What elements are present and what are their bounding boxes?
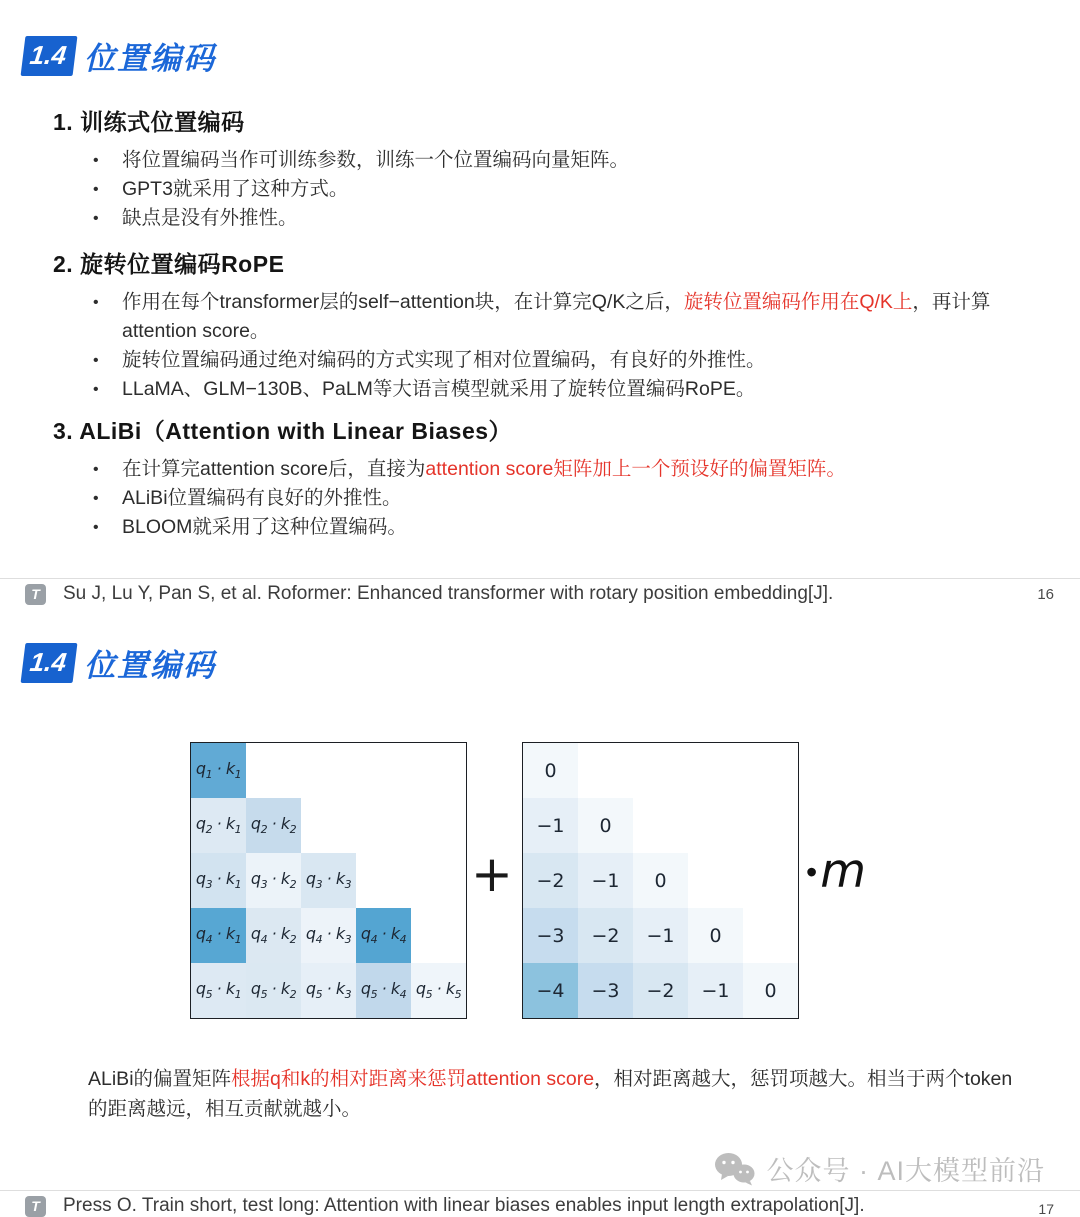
qk-cell [411,853,466,908]
citation-text: Su J, Lu Y, Pan S, et al. Roformer: Enhanced transformer with rotary position embedding[J]. [63,583,834,604]
bullet-marker: • [93,352,99,369]
bullet-list [53,288,1005,404]
section-number-badge: 1.4 [21,643,78,683]
bias-cell [633,908,688,963]
bias-cell-value: −3 [591,979,620,1002]
bullet-item [53,146,1005,175]
bullet-marker: • [93,381,99,398]
qk-cell [246,908,301,963]
bias-cell [578,853,633,908]
section-rope [53,246,1005,404]
bias-cell [688,743,743,798]
bias-cell-value: −3 [536,924,565,947]
qk-cell [191,853,246,908]
qk-cell-label: $q_1 \cdot k_1$ [195,759,242,782]
bullet-text: 缺点是没有外推性。 [122,207,298,229]
footer-divider [0,1190,1080,1191]
qk-cell [301,853,356,908]
bias-cell-value: −2 [591,924,620,947]
bullet-item [53,175,1005,204]
bias-cell [523,743,578,798]
section-heading: 1. 训练式位置编码 [53,109,245,135]
slide-2 [0,612,1080,1215]
bullet-item [53,375,1005,404]
qk-cell-label: $q_5 \cdot k_3$ [305,979,352,1002]
bias-cell-value: −1 [646,924,675,947]
bias-cell [743,908,798,963]
qk-cell [411,908,466,963]
bias-cell [688,853,743,908]
bias-cell-value: −1 [701,979,730,1002]
qk-cell [411,963,466,1018]
bias-cell [743,743,798,798]
qk-cell [246,853,301,908]
reference-citation [25,1195,865,1217]
section-heading: 2. 旋转位置编码RoPE [53,251,285,277]
bias-cell [688,798,743,853]
qk-cell [411,743,466,798]
section-alibi [53,413,1005,542]
qk-cell [356,908,411,963]
qk-cell [246,798,301,853]
bias-cell-value: −1 [591,869,620,892]
bullet-marker: • [93,210,99,227]
bias-cell [633,798,688,853]
wechat-icon [714,1152,756,1186]
bias-cell [578,798,633,853]
bullet-marker: • [93,519,99,536]
bullet-list [53,455,1005,542]
slope-multiplier [806,846,866,898]
bias-cell-value: 0 [764,979,777,1002]
bullet-list [53,146,1005,233]
bias-cell [633,963,688,1018]
bullet-text: 旋转位置编码通过绝对编码的方式实现了相对位置编码，有良好的外推性。 [122,349,766,371]
bias-cell-value: 0 [599,814,612,837]
bullet-marker: • [93,181,99,198]
watermark-text: 公众号 · AI大模型前沿 [766,1156,1045,1186]
bullet-marker: • [93,294,99,311]
bias-cell [578,963,633,1018]
bias-cell [688,963,743,1018]
bullet-text: 作用在每个transformer层的self−attention块，在计算完Q/K之后，旋转位置编码作用在Q/K上，再计算attention score。 [122,291,991,342]
qk-cell-label: $q_5 \cdot k_4$ [360,979,407,1002]
bias-cell [523,798,578,853]
qk-cell-label: $q_3 \cdot k_1$ [195,869,242,892]
bullet-text: BLOOM就采用了这种位置编码。 [122,516,407,538]
qk-cell-label: $q_3 \cdot k_2$ [250,869,297,892]
alibi-bias-matrix [522,742,799,1019]
bias-cell [523,908,578,963]
bias-cell [633,853,688,908]
section-trained-positional-encoding [53,104,1005,233]
bias-cell [523,963,578,1018]
bullet-item [53,204,1005,233]
qk-cell [191,908,246,963]
qk-cell [191,798,246,853]
qk-cell [246,743,301,798]
bullet-text: ALiBi位置编码有良好的外推性。 [122,487,402,509]
qk-cell-label: $q_4 \cdot k_3$ [305,924,352,947]
qk-cell [356,853,411,908]
section-number-badge: 1.4 [21,36,78,76]
bias-cell [743,963,798,1018]
reference-icon: T [25,1196,46,1217]
citation-text: Press O. Train short, test long: Attention with linear biases enables input length extrapolation[J]. [63,1195,865,1216]
slide-header [23,33,216,78]
qk-cell [191,963,246,1018]
bias-cell-value: −2 [536,869,565,892]
bullet-text: 将位置编码当作可训练参数，训练一个位置编码向量矩阵。 [122,149,630,171]
qk-cell [301,908,356,963]
reference-citation [25,583,833,605]
qk-cell [356,963,411,1018]
footer-divider [0,578,1080,579]
bullet-item [53,455,1005,484]
bias-cell [743,853,798,908]
page-number: 17 [1038,1201,1054,1217]
qk-cell-label: $q_5 \cdot k_5$ [415,979,462,1002]
diagram-caption: ALiBi的偏置矩阵根据q和k的相对距离来惩罚attention score，相对距离越大，惩罚项越大。相当于两个token的距离越远，相互贡献就越小。 [88,1068,1013,1120]
bias-cell [633,743,688,798]
bullet-item [53,346,1005,375]
bias-cell [523,853,578,908]
bullet-marker: • [93,152,99,169]
watermark [714,1149,1045,1188]
bias-cell-value: 0 [544,759,557,782]
qk-cell [356,743,411,798]
bias-cell [578,908,633,963]
bullet-marker: • [93,490,99,507]
qk-cell-label: $q_2 \cdot k_2$ [250,814,297,837]
qk-cell [411,798,466,853]
qk-cell-label: $q_4 \cdot k_2$ [250,924,297,947]
qk-cell-label: $q_5 \cdot k_2$ [250,979,297,1002]
bullet-item [53,513,1005,542]
bullet-item [53,288,1005,346]
qk-cell-label: $q_4 \cdot k_4$ [360,924,407,947]
bias-cell [688,908,743,963]
qk-cell [301,798,356,853]
section-heading: 3. ALiBi（Attention with Linear Biases） [53,418,513,444]
bullet-text: GPT3就采用了这种方式。 [122,178,349,200]
qk-cell-label: $q_5 \cdot k_1$ [195,979,242,1002]
qk-cell [301,743,356,798]
qk-cell [356,798,411,853]
qk-cell-label: $q_3 \cdot k_3$ [305,869,352,892]
bullet-item [53,484,1005,513]
bias-cell [578,743,633,798]
bias-cell-value: −2 [646,979,675,1002]
bias-cell-value: 0 [709,924,722,947]
m-symbol: m [820,844,866,899]
bias-cell [743,798,798,853]
qk-cell-label: $q_2 \cdot k_1$ [195,814,242,837]
reference-icon: T [25,584,46,605]
qk-cell [301,963,356,1018]
bias-cell-value: −1 [536,814,565,837]
plus-operator: + [471,845,513,903]
qk-cell [191,743,246,798]
dot-operator: • [806,854,818,890]
page-title: 位置编码 [84,648,217,683]
qk-cell-label: $q_4 \cdot k_1$ [195,924,242,947]
bullet-text: 在计算完attention score后，直接为attention score矩阵加上一个预设好的偏置矩阵。 [122,458,846,480]
page-number: 16 [1037,586,1054,603]
qk-attention-matrix [190,742,467,1019]
bullet-marker: • [93,461,99,478]
qk-cell [246,963,301,1018]
page-title: 位置编码 [84,41,217,76]
bullet-text: LLaMA、GLM−130B、PaLM等大语言模型就采用了旋转位置编码RoPE。 [122,378,756,400]
bias-cell-value: 0 [654,869,667,892]
slide-header [23,640,216,685]
bias-cell-value: −4 [536,979,565,1002]
